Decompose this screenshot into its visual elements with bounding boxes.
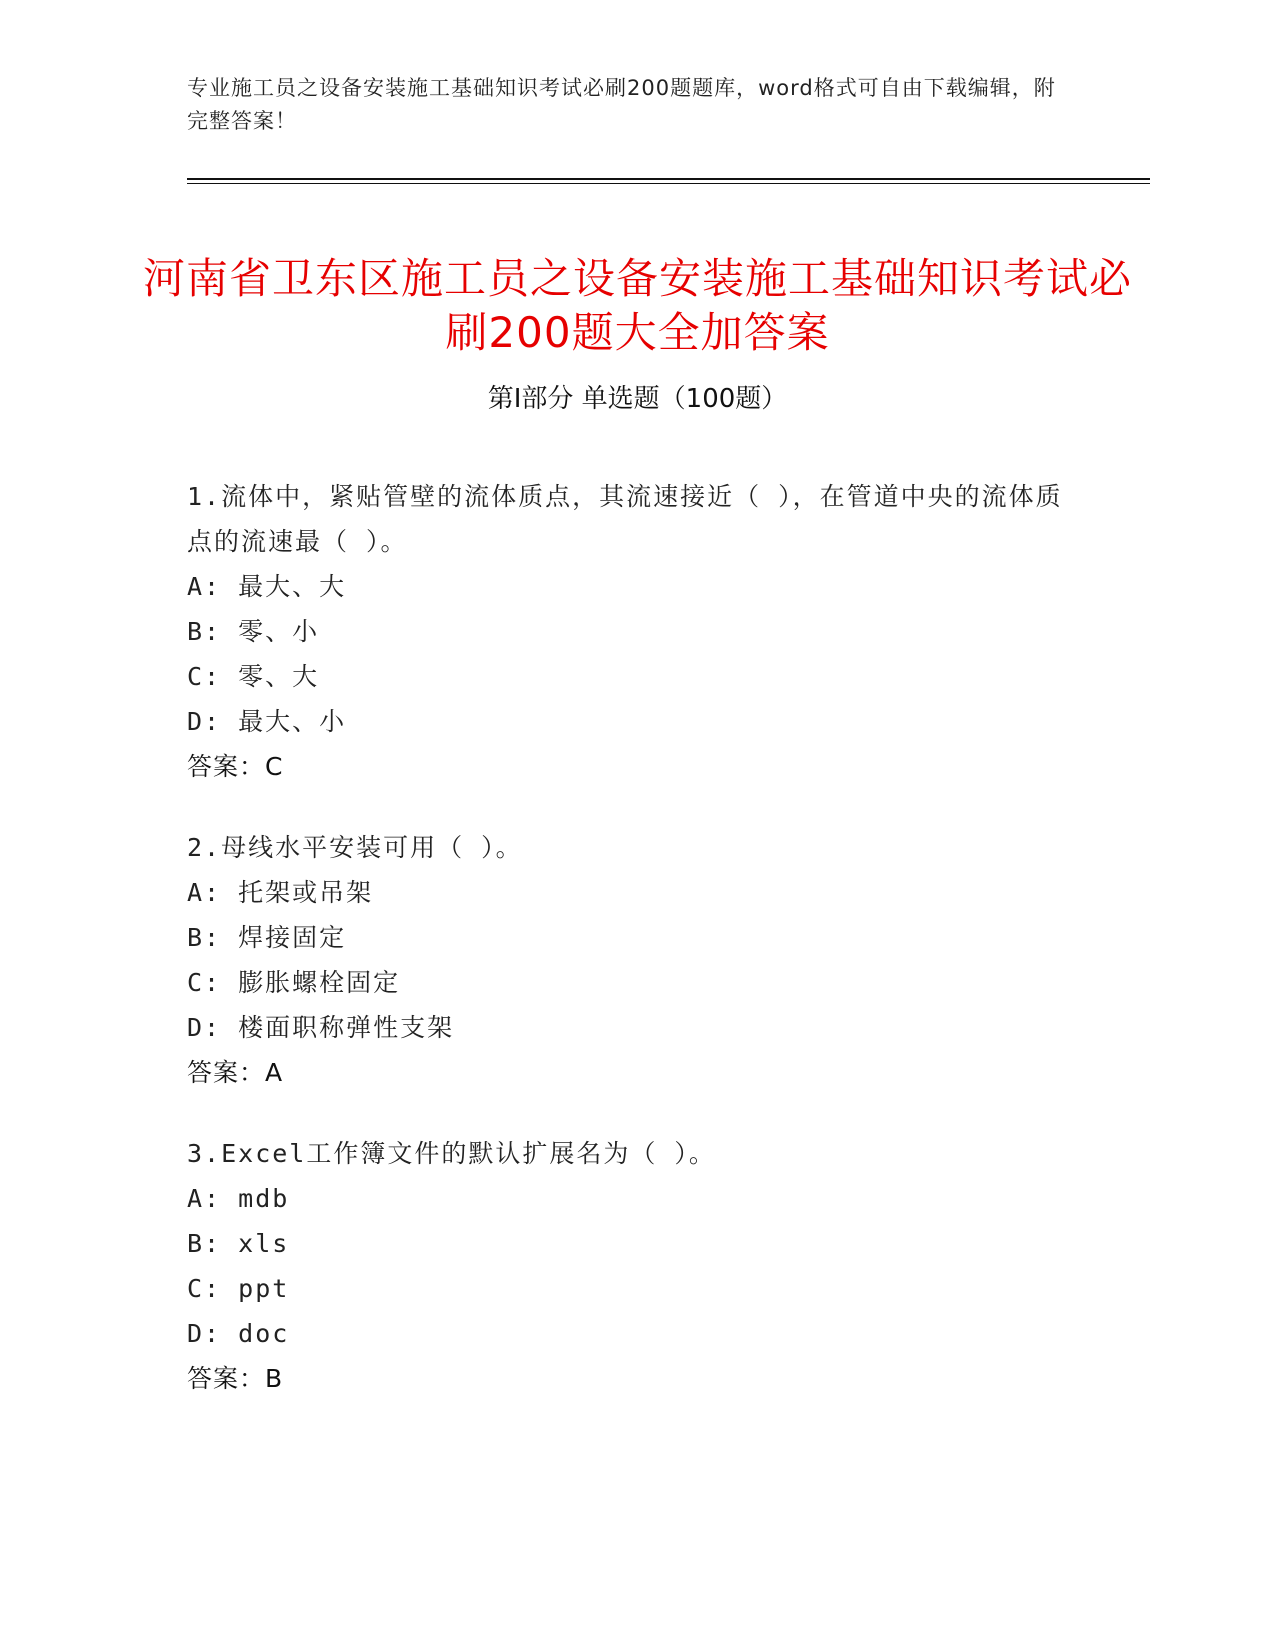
answer: 答案：A: [187, 1058, 284, 1087]
header-divider-thin: [187, 183, 1150, 184]
option-d: D: 楼面职称弹性支架: [187, 1013, 455, 1042]
option-b: B: xls: [187, 1229, 290, 1258]
option-a: A: mdb: [187, 1184, 290, 1213]
option-c: C: ppt: [187, 1274, 290, 1303]
question-3: [187, 1131, 1087, 1401]
question-stem: 3.Excel工作簿文件的默认扩展名为（ ）。: [187, 1139, 716, 1168]
question-stem: 2.母线水平安装可用（ ）。: [187, 833, 523, 862]
header-note: 专业施工员之设备安装施工基础知识考试必刷200题题库，word格式可自由下载编辑，附完整答案！: [187, 76, 1056, 133]
option-b: B: 焊接固定: [187, 923, 347, 952]
section-heading: 第Ⅰ部分 单选题（100题）: [487, 384, 788, 414]
answer: 答案：C: [187, 752, 284, 781]
option-d: D: doc: [187, 1319, 290, 1348]
option-c: C: 膨胀螺栓固定: [187, 968, 401, 997]
question-2: [187, 825, 1087, 1095]
option-a: A: 托架或吊架: [187, 878, 374, 907]
question-stem: 1.流体中，紧贴管壁的流体质点，其流速接近（ ），在管道中央的流体质点的流速最（ ）。: [187, 482, 1063, 556]
header-divider-thick: [187, 178, 1150, 180]
option-a: A: 最大、大: [187, 572, 347, 601]
option-d: D: 最大、小: [187, 707, 347, 736]
option-b: B: 零、小: [187, 617, 320, 646]
question-list: [187, 474, 1087, 1437]
document-title: 河南省卫东区施工员之设备安装施工基础知识考试必刷200题大全加答案: [142, 254, 1132, 358]
answer: 答案：B: [187, 1364, 284, 1393]
option-c: C: 零、大: [187, 662, 320, 691]
question-1: [187, 474, 1087, 789]
